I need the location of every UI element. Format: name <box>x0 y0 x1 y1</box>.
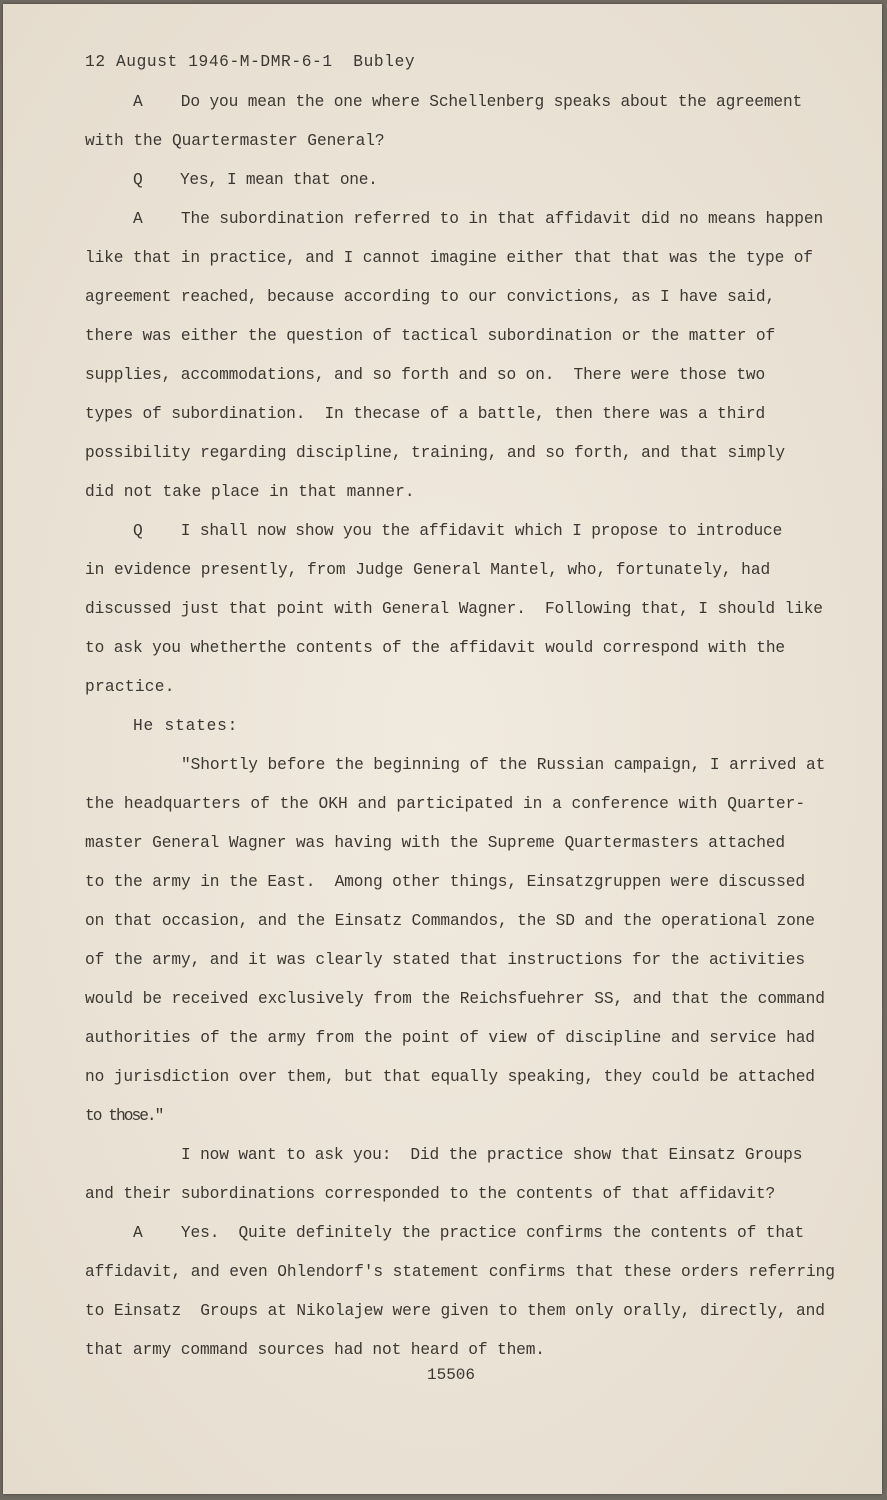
text-line: Q I shall now show you the affidavit which I propose to introduce <box>133 522 783 540</box>
text-line: of the army, and it was clearly stated that instructions for the activities <box>85 951 805 969</box>
text-line: and their subordinations corresponded to the contents of that affidavit? <box>85 1185 776 1203</box>
text-line: to Einsatz Groups at Nikolajew were given to them only orally, directly, and <box>85 1302 825 1320</box>
text-line: with the Quartermaster General? <box>85 132 385 150</box>
text-line: to the army in the East. Among other things, Einsatzgruppen were discussed <box>85 873 805 891</box>
text-line: types of subordination. In thecase of a battle, then there was a third <box>85 405 766 423</box>
text-line: in evidence presently, from Judge General Mantel, who, fortunately, had <box>85 561 771 579</box>
text-line: agreement reached, because according to our convictions, as I have said, <box>85 288 776 306</box>
text-line: no jurisdiction over them, but that equally speaking, they could be attached <box>85 1068 815 1086</box>
text-line: would be received exclusively from the Reichsfuehrer SS, and that the command <box>85 990 825 1008</box>
text-line: Q Yes, I mean that one. <box>133 171 378 189</box>
text-line: authorities of the army from the point of view of discipline and service had <box>85 1029 815 1047</box>
text-line: that army command sources had not heard of them. <box>85 1341 545 1359</box>
text-line: affidavit, and even Ohlendorf's statement confirms that these orders referring <box>85 1263 835 1281</box>
text-line: supplies, accommodations, and so forth and so on. There were those two <box>85 366 766 384</box>
text-line: did not take place in that manner. <box>85 483 415 501</box>
text-line: practice. <box>85 678 175 696</box>
text-line: master General Wagner was having with the Supreme Quartermasters attached <box>85 834 786 852</box>
text-line: "Shortly before the beginning of the Russian campaign, I arrived at <box>181 756 826 774</box>
text-line: discussed just that point with General Wagner. Following that, I should like <box>85 600 823 618</box>
page-number: 15506 <box>427 1366 476 1384</box>
text-line: the headquarters of the OKH and participated in a conference with Quarter- <box>85 795 806 813</box>
text-line: there was either the question of tactical subordination or the matter of <box>85 327 776 345</box>
text-line: to those." <box>85 1107 163 1125</box>
text-line: like that in practice, and I cannot imagine either that that was the type of <box>85 249 813 267</box>
text-line: A Yes. Quite definitely the practice confirms the contents of that <box>133 1224 805 1242</box>
text-line: A Do you mean the one where Schellenberg speaks about the agreement <box>133 93 803 111</box>
text-line: He states: <box>133 717 239 735</box>
document-page <box>3 4 882 1494</box>
text-line: on that occasion, and the Einsatz Commandos, the SD and the operational zone <box>85 912 815 930</box>
text-line: A The subordination referred to in that affidavit did no means happen <box>133 210 824 228</box>
text-line: to ask you whetherthe contents of the affidavit would correspond with the <box>85 639 786 657</box>
text-line: possibility regarding discipline, training, and so forth, and that simply <box>85 444 786 462</box>
document-header: 12 August 1946-M-DMR-6-1 Bubley <box>85 53 416 71</box>
text-line: I now want to ask you: Did the practice show that Einsatz Groups <box>181 1146 803 1164</box>
